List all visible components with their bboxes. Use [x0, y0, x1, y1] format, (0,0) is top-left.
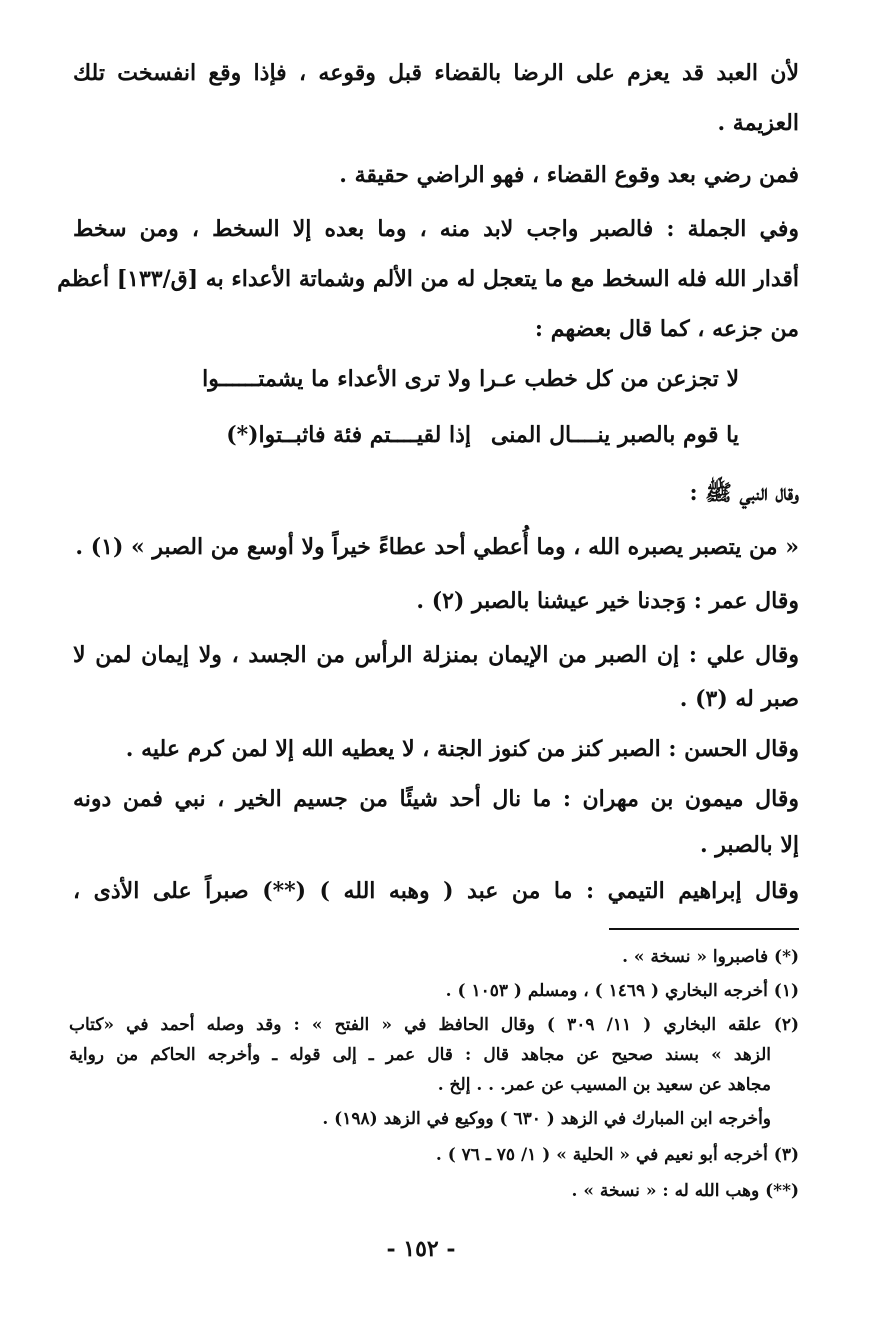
body-line-4: وفي الجملة : فالصبر واجب لابد منه ، وما بعده إلا السخط ، ومن سخط [73, 216, 799, 242]
verse-1-first-hemistich: لا تجزعن من كل خطب عـرا [479, 366, 739, 392]
body-line-3: فمن رضي بعد وقوع القضاء ، فهو الراضي حقيقة . [339, 162, 799, 188]
verse-2-second-hemistich: إذا لقيــــتم فئة فاثبــتوا(*) [226, 422, 471, 448]
footnote-2-line-1: (٢) علقه البخاري ( ١١/ ٣٠٩ ) وقال الحافظ في « الفتح » : وقد وصله أحمد في «كتاب [69, 1015, 799, 1035]
footnote-2-line-2: الزهد » بسند صحيح عن مجاهد قال : قال عمر ـ إلى قوله ـ وأخرجه الحاكم من رواية [69, 1045, 771, 1065]
page-number: - ١٥٢ - [386, 1236, 456, 1262]
verse-1-second-hemistich: ولا ترى الأعداء ما يشمتــــــوا [202, 366, 471, 392]
footnote-star: (*) فاصبروا « نسخة » . [622, 947, 799, 967]
footnote-3: (٣) أخرجه أبو نعيم في « الحلية » ( ١/ ٧٥ ـ ٧٦ ) . [435, 1145, 799, 1165]
body-line-13: وقال ميمون بن مهران : ما نال أحد شيئًا من جسيم الخير ، نبي فمن دونه [73, 786, 799, 812]
footnote-2-line-3: مجاهد عن سعيد بن المسيب عن عمر. . . إلخ . [437, 1075, 771, 1095]
body-line-6: من جزعه ، كما قال بعضهم : [534, 316, 799, 342]
body-line-1: لأن العبد قد يعزم على الرضا بالقضاء قبل وقوعه ، فإذا وقع انفسخت تلك [73, 60, 799, 86]
footnote-1: (١) أخرجه البخاري ( ١٤٦٩ ) ، ومسلم ( ١٠٥٣ ) . [445, 981, 799, 1001]
hadith-quote: « من يتصبر يصبره الله ، وما أُعطي أحد عطاءً خيراً ولا أوسع من الصبر » (١) . [75, 534, 799, 560]
footnote-divider [609, 928, 799, 930]
body-line-15: وقال إبراهيم التيمي : ما من عبد ( وهبه الله ) (**) صبراً على الأذى ، [73, 878, 799, 904]
body-line-2: العزيمة . [717, 110, 799, 136]
body-line-11: صبر له (٣) . [679, 686, 799, 712]
body-line-9: وقال عمر : وَجدنا خير عيشنا بالصبر (٢) . [416, 588, 799, 614]
body-line-12: وقال الحسن : الصبر كنز من كنوز الجنة ، لا يعطيه الله إلا لمن كرم عليه . [125, 736, 799, 762]
body-line-5: أقدار الله فله السخط مع ما يتعجل له من الألم وشماتة الأعداء به [ق/١٣٣] أعظم [57, 266, 799, 292]
body-line-14: إلا بالصبر . [699, 832, 799, 858]
verse-2-first-hemistich: يا قوم بالصبر ينــــال المنى [490, 422, 739, 448]
footnote-double-star: (**) وهب الله له : « نسخة » . [571, 1181, 799, 1201]
footnote-2-line-4: وأخرجه ابن المبارك في الزهد ( ٦٣٠ ) ووكيع في الزهد (١٩٨) . [322, 1109, 771, 1129]
body-line-7: وقال النبي ﷺ : [689, 480, 799, 506]
body-line-10: وقال علي : إن الصبر من الإيمان بمنزلة الرأس من الجسد ، ولا إيمان لمن لا [73, 642, 799, 668]
